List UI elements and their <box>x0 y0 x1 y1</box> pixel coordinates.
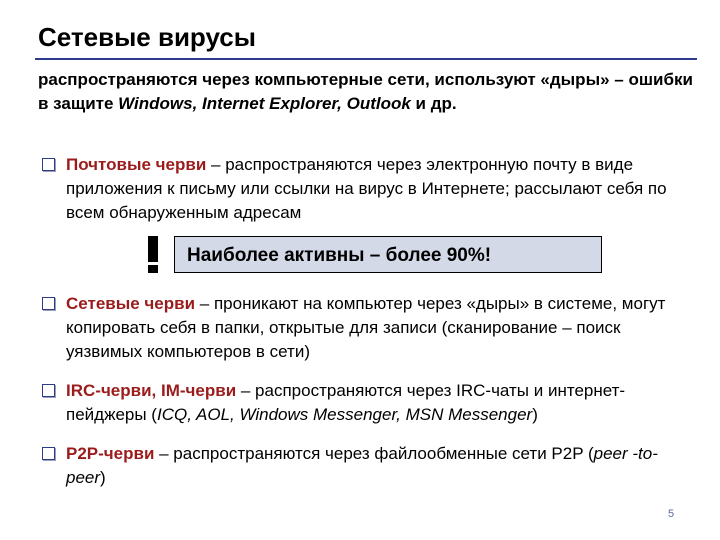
messenger-list: ICQ, AOL, Windows Messenger, MSN Messenger <box>156 405 533 424</box>
intro-text: распространяются через компьютерные сети, используют «дыры» – ошибки в защите <box>38 70 693 113</box>
bullet-p2p-worms <box>42 442 692 490</box>
bullet-text: – проникают на компьютер через «дыры» в системе, могут копировать себя в папки, открытые для записи (сканирование – поиск уязвимых компьютеров в сети) <box>66 294 666 361</box>
bullet-term: Почтовые черви <box>66 155 207 174</box>
bullet-term: IRC-черви, IM-черви <box>66 381 237 400</box>
p2p-expansion: peer -to-peer <box>66 444 658 487</box>
checkbox-bullet-icon <box>42 158 55 171</box>
activity-callout <box>174 236 602 273</box>
bullet-term: P2P-черви <box>66 444 155 463</box>
bullet-text-tail: ) <box>532 405 538 424</box>
bullet-text: – распространяются через IRC-чаты и интернет-пейджеры ( <box>66 381 626 424</box>
intro-products: Windows, Internet Explorer, Outlook <box>118 94 411 113</box>
bullet-irc-im-worms <box>42 379 692 427</box>
exclamation-icon <box>128 229 178 279</box>
bullet-text: – распространяются через электронную почту в виде приложения к письму или ссылки на вирус в Интернете; рассылают себя по всем обнаруженным адресам <box>66 155 667 222</box>
bullet-network-worms <box>42 292 692 364</box>
bullet-mail-worms <box>42 153 692 225</box>
title-divider <box>35 58 697 60</box>
bullet-text-tail: ) <box>100 468 106 487</box>
slide-title: Сетевые вирусы <box>38 22 256 52</box>
intro-tail: и др. <box>410 94 457 113</box>
bullet-term: Сетевые черви <box>66 294 196 313</box>
checkbox-bullet-icon <box>42 384 55 397</box>
page-number: 5 <box>668 508 675 520</box>
bullet-text: – распространяются через файлообменные сети P2P ( <box>154 444 594 463</box>
intro-paragraph <box>38 68 698 116</box>
callout-text: Наиболее активны – более 90%! <box>187 245 492 266</box>
checkbox-bullet-icon <box>42 447 55 460</box>
checkbox-bullet-icon <box>42 297 55 310</box>
